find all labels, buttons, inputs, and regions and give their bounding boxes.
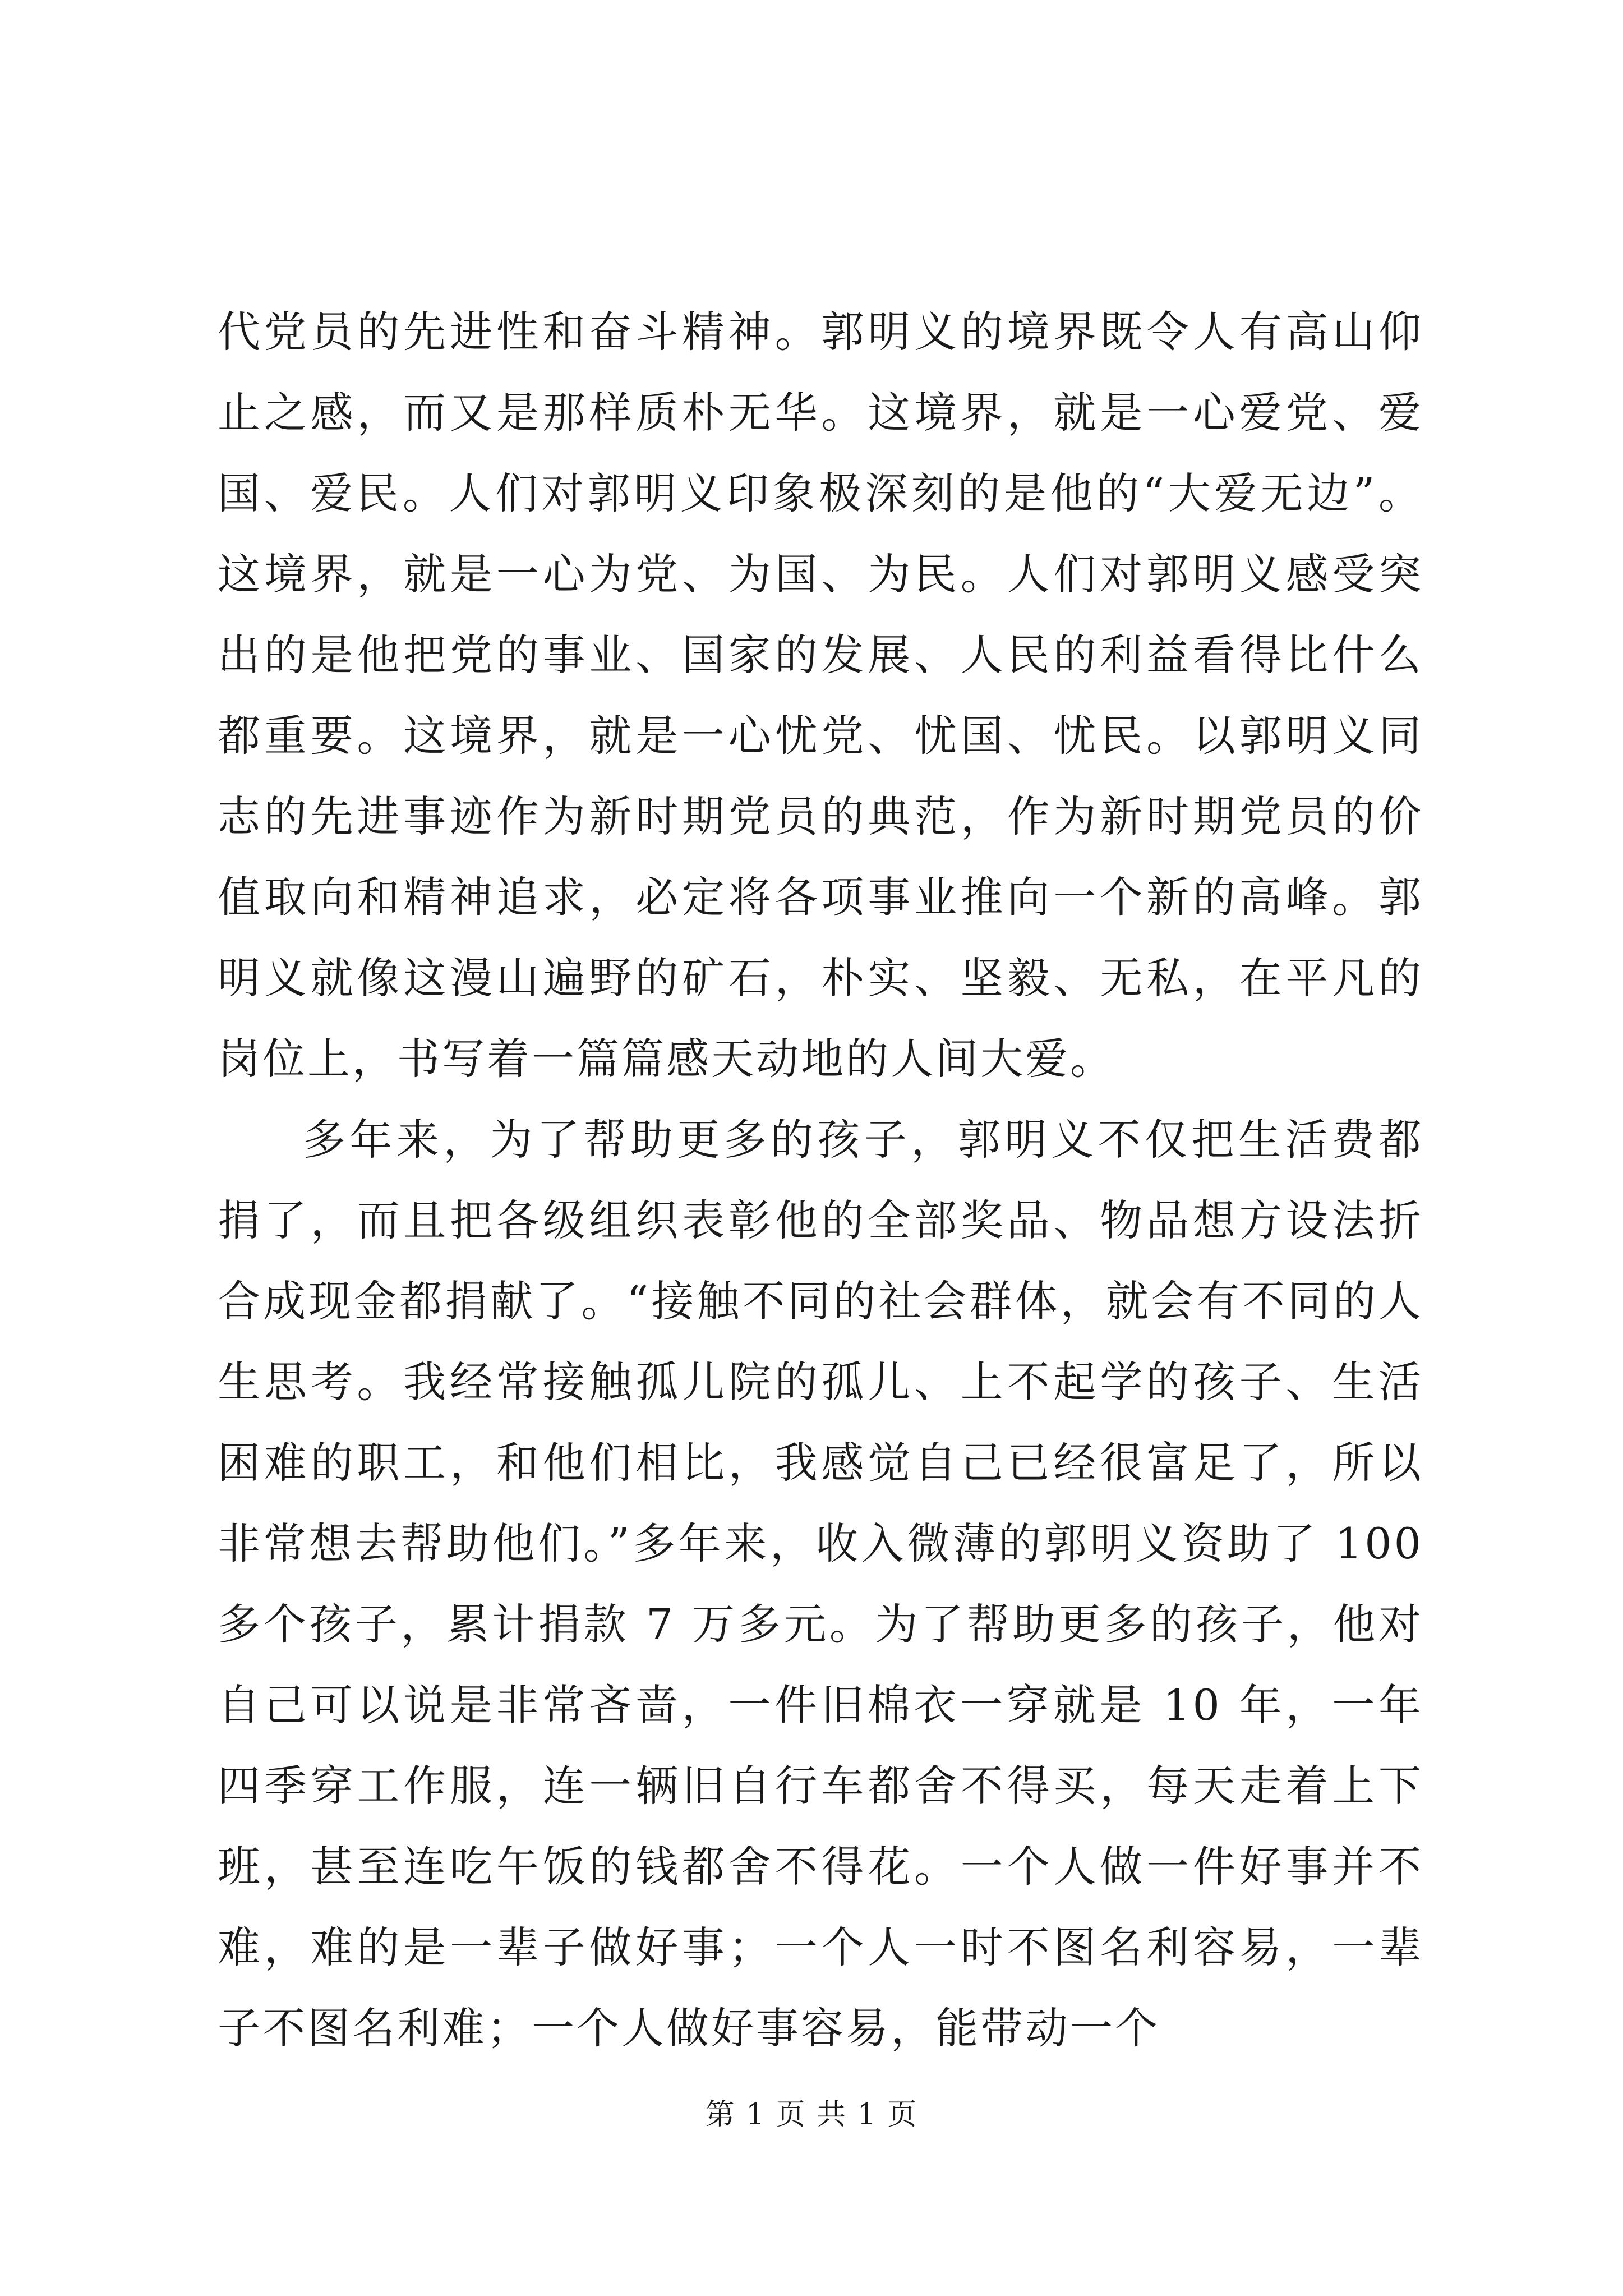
- page-footer: 第 1 页 共 1 页: [705, 2098, 918, 2132]
- document-body: [218, 292, 1423, 2069]
- paragraph-continued: 代党员的先进性和奋斗精神。郭明义的境界既令人有高山仰止之感，而又是那样质朴无华。这境界，就是一心爱党、爱国、爱民。人们对郭明义印象极深刻的是他的“大爱无边”。这境界，就是一心为党、为国、为民。人们对郭明义感受突出的是他把党的事业、国家的发展、人民的利益看得比什么都重要。这境界，就是一心忧党、忧国、忧民。以郭明义同志的先进事迹作为新时期党员的典范，作为新时期党员的价值取向和精神追求，必定将各项事业推向一个新的高峰。郭明义就像这漫山遍野的矿石，朴实、坚毅、无私，在平凡的岗位上，书写着一篇篇感天动地的人间大爱。: [218, 307, 1423, 1084]
- paragraph: 多年来，为了帮助更多的孩子，郭明义不仅把生活费都捐了，而且把各级组织表彰他的全部奖品、物品想方设法折合成现金都捐献了。“接触不同的社会群体，就会有不同的人生思考。我经常接触孤儿院的孤儿、上不起学的孩子、生活困难的职工，和他们相比，我感觉自己已经很富足了，所以非常想去帮助他们。”多年来，收入微薄的郭明义资助了 100 多个孩子，累计捐款 7 万多元。为了帮助更多的孩子，他对自己可以说是非常吝啬，一件旧棉衣一穿就是 10 年，一年四季穿工作服，连一辆旧自行车都舍不得买，每天走着上下班，甚至连吃午饭的钱都舍不得花。一个人做一件好事并不难，难的是一辈子做好事；一个人一时不图名利容易，一辈子不图名利难；一个人做好事容易，能带动一个: [218, 1115, 1423, 2053]
